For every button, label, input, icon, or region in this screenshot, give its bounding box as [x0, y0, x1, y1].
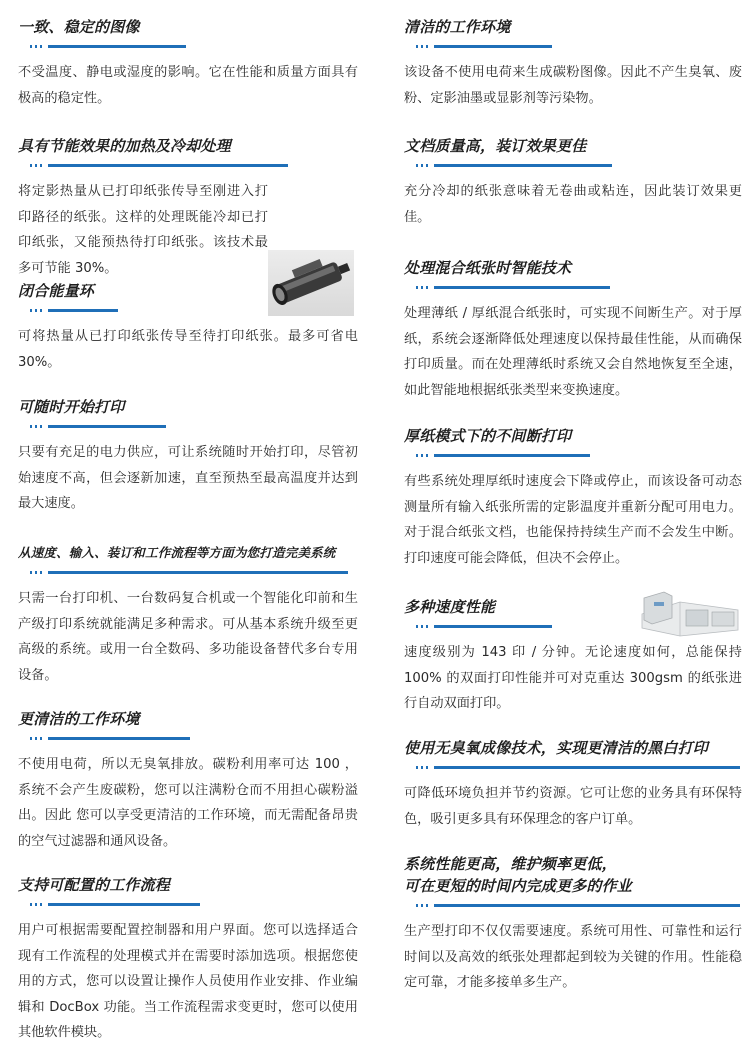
fuser-roller-image — [268, 250, 354, 316]
section-perfect-system — [18, 542, 358, 688]
production-printer-image — [640, 588, 740, 638]
section-heavy-paper — [404, 425, 742, 571]
section-text: 可将热量从已打印纸张传导至待打印纸张。最多可省电 30%。 — [18, 329, 358, 370]
heading-underline — [18, 164, 358, 167]
section-ozone-free — [404, 737, 742, 832]
section-text: 只需一台打印机、一台数码复合机或一个智能化印前和生产级打印系统就能满足多种需求。可从基本系统升级至更高级的系统。或用一台全数码、多功能设备替代多台专用设备。 — [18, 591, 358, 683]
section-heading-line1: 系统性能更高，维护频率更低， — [404, 855, 617, 873]
heading-underline — [404, 454, 742, 457]
heading-underline — [18, 737, 358, 740]
section-heading: 从速度、输入、装订和工作流程等方面为您打造完美系统 — [18, 545, 336, 560]
heading-underline — [404, 164, 742, 167]
section-text: 速度级别为 143 印 / 分钟。无论速度如何，总能保持 100% 的双面打印性能并可对克重达 300gsm 的纸张进行自动双面打印。 — [404, 645, 742, 712]
section-heading: 清洁的工作环境 — [404, 18, 511, 36]
section-text: 充分冷却的纸张意味着无卷曲或粘连，因此装订效果更佳。 — [404, 184, 742, 225]
section-heading: 具有节能效果的加热及冷却处理 — [18, 137, 231, 155]
heading-underline — [18, 425, 358, 428]
section-heading: 更清洁的工作环境 — [18, 710, 140, 728]
section-heading: 支持可配置的工作流程 — [18, 876, 171, 894]
section-mixed-paper — [404, 257, 742, 403]
section-configurable-workflow — [18, 874, 358, 1046]
heading-underline — [404, 286, 742, 289]
section-heading: 厚纸模式下的不间断打印 — [404, 427, 572, 445]
section-text: 不受温度、静电或湿度的影响。它在性能和质量方面具有极高的稳定性。 — [18, 65, 358, 106]
section-text: 用户可根据需要配置控制器和用户界面。您可以选择适合现有工作流程的处理模式并在需要时添加选项。根据您使用的方式，您可以设置让操作人员使用作业安排、作业编辑和 DocBox 功能。当工作流程需求变更时，您可以使用其他软件模块。 — [18, 923, 358, 1041]
section-higher-performance — [404, 853, 742, 996]
section-heading: 可随时开始打印 — [18, 398, 125, 416]
section-heading: 一致、稳定的图像 — [18, 18, 140, 36]
section-text: 只要有充足的电力供应，可让系统随时开始打印，尽管初始速度不高，但会逐新加速，直至预热至最高温度并达到最大速度。 — [18, 445, 358, 512]
section-heading: 使用无臭氧成像技术，实现更清洁的黑白打印 — [404, 739, 709, 757]
section-text: 不使用电荷，所以无臭氧排放。碳粉利用率可达 100 ， 系统不会产生废碳粉，您可以注满粉仓而不用担心碳粉溢出。因此 您可以享受更清洁的工作环境，而无需配备昂贵的空气过滤器和通风设备。 — [18, 757, 358, 849]
section-stable-image — [18, 16, 358, 111]
heading-underline — [18, 45, 358, 48]
section-heading: 闭合能量环 — [18, 282, 95, 300]
heading-underline — [404, 45, 742, 48]
section-text: 可降低环境负担并节约资源。它可让您的业务具有环保特色，吸引更多具有环保理念的客户订单。 — [404, 786, 742, 827]
section-text: 处理薄纸 / 厚纸混合纸张时，可实现不间断生产。对于厚纸，系统会逐渐降低处理速度以保持最佳性能，从而确保打印质量。而在处理薄纸时系统又会自然地恢复至全速，如此智能地根据纸张类型来变换速度。 — [404, 306, 742, 398]
section-text: 有些系统处理厚纸时速度会下降或停止，而该设备可动态测量所有输入纸张所需的定影温度并重新分配可用电力。对于混合纸张文档，也能保持持续生产而不会发生中断。打印速度可能会降低，但决不会停止。 — [404, 474, 742, 566]
heading-underline — [404, 766, 742, 769]
section-heading: 多种速度性能 — [404, 598, 496, 616]
heading-underline — [18, 903, 358, 906]
heading-underline — [404, 904, 742, 907]
section-document-quality — [404, 135, 742, 230]
section-text: 该设备不使用电荷来生成碳粉图像。因此不产生臭氧、废粉、定影油墨或显影剂等污染物。 — [404, 65, 742, 106]
heading-underline — [18, 571, 358, 574]
section-heading-line2: 可在更短的时间内完成更多的作业 — [404, 877, 633, 895]
section-clean-environment — [404, 16, 742, 111]
section-heading — [404, 853, 742, 897]
section-heading: 处理混合纸张时智能技术 — [404, 259, 572, 277]
section-cleaner-environment — [18, 708, 358, 854]
section-start-anytime — [18, 396, 358, 517]
section-text: 生产型打印不仅仅需要速度。系统可用性、可靠性和运行时间以及高效的纸张处理都起到较为关键的作用。性能稳定可靠，才能多接单多生产。 — [404, 924, 742, 991]
section-heading: 文档质量高，装订效果更佳 — [404, 137, 587, 155]
section-text: 将定影热量从已打印纸张传导至刚进入打印路径的纸张。这样的处理既能冷却已打印纸张，又能预热待打印纸张。该技术最多可节能 30%。 — [18, 184, 268, 276]
